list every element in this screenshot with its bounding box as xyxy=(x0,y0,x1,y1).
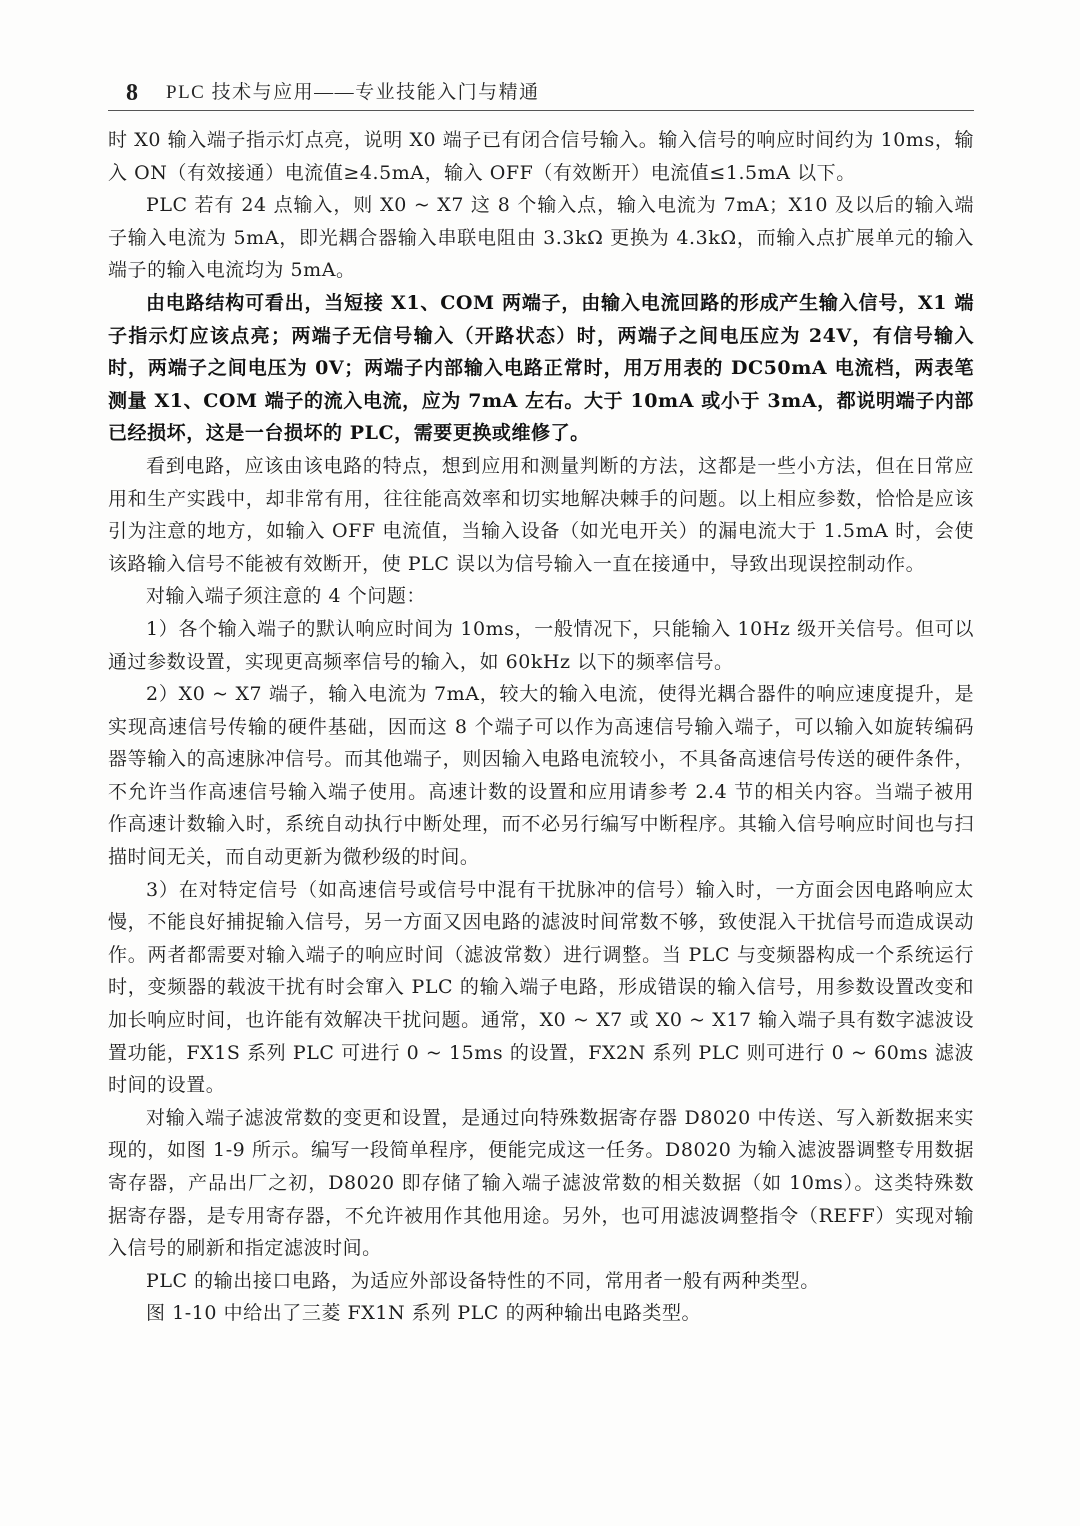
body-text xyxy=(108,124,974,1330)
running-title: PLC 技术与应用——专业技能入门与精通 xyxy=(166,82,540,103)
page-header xyxy=(108,70,974,111)
paragraph-2: PLC 若有 24 点输入，则 X0 ~ X7 这 8 个输入点，输入电流为 7mA；X10 及以后的输入端子输入电流为 5mA，即光耦合器输入串联电阻由 3.3kΩ 更换为 4.3kΩ，而输入点扩展单元的输入端子的输入电流均为 5mA。 xyxy=(108,194,974,282)
list-item-3: 3）在对特定信号（如高速信号或信号中混有干扰脉冲的信号）输入时，一方面会因电路响应太慢，不能良好捕捉输入信号，另一方面又因电路的滤波时间常数不够，致使混入干扰信号而造成误动作。两者都需要对输入端子的响应时间（滤波常数）进行调整。当 PLC 与变频器构成一个系统运行时，变频器的载波干扰有时会窜入 PLC 的输入端子电路，形成错误的输入信号，用参数设置改变和加长响应时间，也许能有效解决干扰问题。通常，X0 ~ X7 或 X0 ~ X17 输入端子具有数字滤波设置功能，FX1S 系列 PLC 可进行 0 ~ 15ms 的设置，FX2N 系列 PLC 则可进行 0 ~ 60ms 滤波时间的设置。 xyxy=(108,878,974,1097)
paragraph-1: 时 X0 输入端子指示灯点亮，说明 X0 端子已有闭合信号输入。输入信号的响应时间约为 10ms，输入 ON（有效接通）电流值≥4.5mA，输入 OFF（有效断开）电流值≤1.5mA 以下。 xyxy=(108,129,974,184)
list-item-2: 2）X0 ~ X7 端子，输入电流为 7mA，较大的输入电流，使得光耦合器件的响应速度提升，是实现高速信号传输的硬件基础，因而这 8 个端子可以作为高速信号输入端子，可以输入如旋转编码器等输入的高速脉冲信号。而其他端子，则因输入电路电流较小，不具备高速信号传送的硬件条件，不允许当作高速信号输入端子使用。高速计数的设置和应用请参考 2.4 节的相关内容。当端子被用作高速计数输入时，系统自动执行中断处理，而不必另行编写中断程序。其输入信号响应时间也与扫描时间无关，而自动更新为微秒级的时间。 xyxy=(108,683,974,869)
paragraph-3-bold: 由电路结构可看出，当短接 X1、COM 两端子，由输入电流回路的形成产生输入信号，X1 端子指示灯应该点亮；两端子无信号输入（开路状态）时，两端子之间电压应为 24V，有信号输入时，两端子之间电压为 0V；两端子内部输入电路正常时，用万用表的 DC50mA 电流档，两表笔测量 X1、COM 端子的流入电流，应为 7mA 左右。大于 10mA 或小于 3mA，都说明端子内部已经损坏，这是一台损坏的 PLC，需要更换或维修了。 xyxy=(108,291,974,445)
list-item-1: 1）各个输入端子的默认响应时间为 10ms，一般情况下，只能输入 10Hz 级开关信号。但可以通过参数设置，实现更高频率信号的输入，如 60kHz 以下的频率信号。 xyxy=(108,617,974,673)
paragraph-4: 看到电路，应该由该电路的特点，想到应用和测量判断的方法，这都是一些小方法，但在日常应用和生产实践中，却非常有用，往往能高效率和切实地解决棘手的问题。以上相应参数，恰恰是应该引为注意的地方，如输入 OFF 电流值，当输入设备（如光电开关）的漏电流大于 1.5mA 时，会使该路输入信号不能被有效断开，使 PLC 误以为信号输入一直在接通中，导致出现误控制动作。 xyxy=(108,454,974,575)
paragraph-10: PLC 的输出接口电路，为适应外部设备特性的不同，常用者一般有两种类型。 xyxy=(146,1269,820,1292)
paragraph-9: 对输入端子滤波常数的变更和设置，是通过向特殊数据寄存器 D8020 中传送、写入新数据来实现的，如图 1-9 所示。编写一段简单程序，便能完成这一任务。D8020 为输入滤波器调整专用数据寄存器，产品出厂之初，D8020 即存储了输入端子滤波常数的相关数据（如 10ms）。这类特殊数据寄存器，是专用寄存器，不允许被用作其他用途。另外，也可用滤波调整指令（REFF）实现对输入信号的刷新和指定滤波时间。 xyxy=(108,1106,974,1260)
page-number: 8 xyxy=(126,80,138,106)
paragraph-11: 图 1-10 中给出了三菱 FX1N 系列 PLC 的两种输出电路类型。 xyxy=(146,1302,702,1325)
paragraph-5: 对输入端子须注意的 4 个问题： xyxy=(146,585,426,608)
